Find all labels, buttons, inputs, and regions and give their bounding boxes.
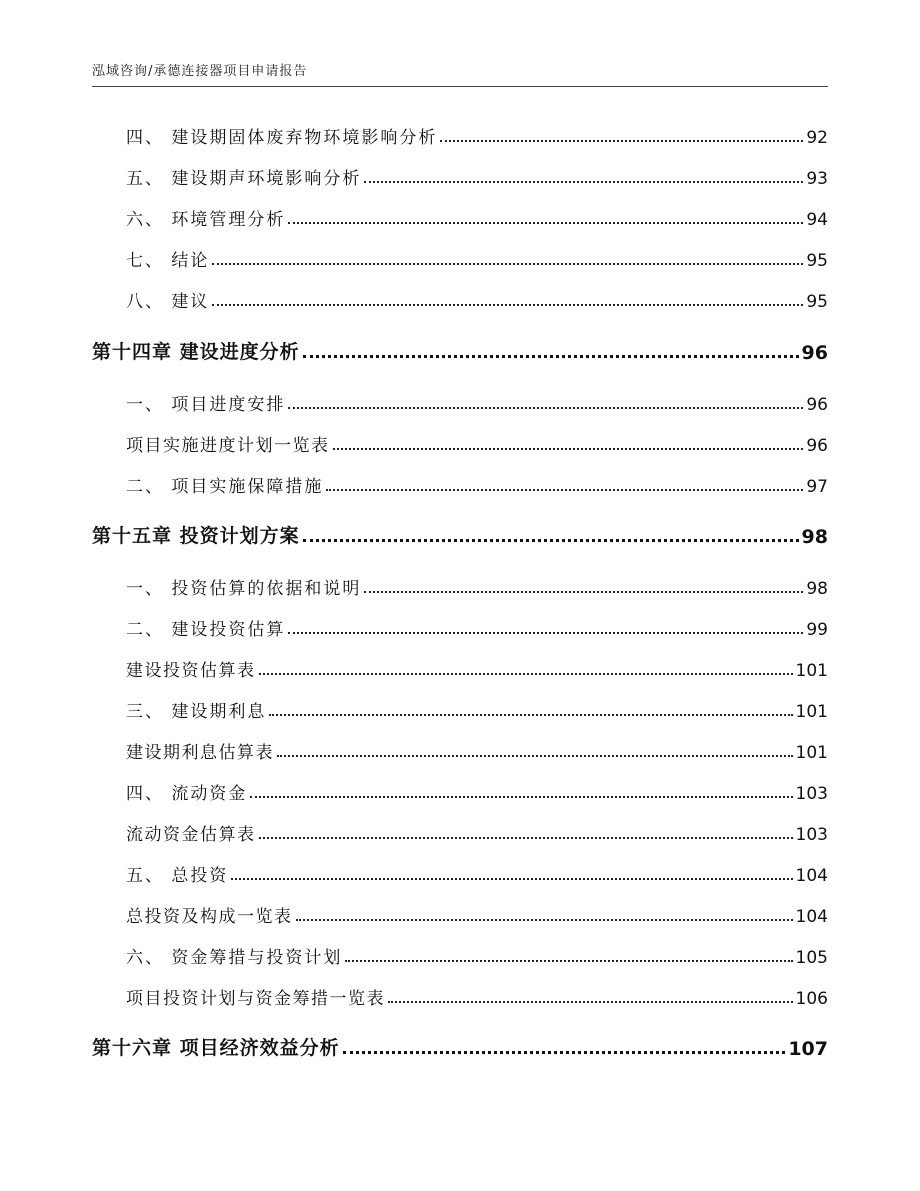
toc-entry-label: 二、 项目实施保障措施 xyxy=(126,477,324,497)
toc-chapter-label: 第十四章 建设进度分析 xyxy=(92,341,300,363)
toc-chapter-page: 98 xyxy=(801,526,828,548)
toc-entry-label: 二、 建设投资估算 xyxy=(126,620,286,640)
toc-entry-page: 101 xyxy=(795,661,828,681)
toc-entry[interactable] xyxy=(92,774,828,804)
toc-chapter-page: 107 xyxy=(788,1038,828,1060)
toc-entry[interactable] xyxy=(92,467,828,497)
toc-entry-label: 项目投资计划与资金筹措一览表 xyxy=(126,989,385,1009)
toc-entry[interactable] xyxy=(92,241,828,271)
toc-entry-label: 五、 总投资 xyxy=(126,866,229,886)
toc-entry-page: 106 xyxy=(795,989,828,1009)
toc-chapter[interactable] xyxy=(92,334,828,364)
toc-entry-page: 95 xyxy=(806,251,828,271)
toc-entry[interactable] xyxy=(92,651,828,681)
toc-entry-label: 四、 流动资金 xyxy=(126,784,248,804)
toc-entry-page: 101 xyxy=(795,743,828,763)
toc-entry-label: 三、 建设期利息 xyxy=(126,702,267,722)
toc-entry-label: 建设期利息估算表 xyxy=(126,743,274,763)
toc-entry-label: 七、 结论 xyxy=(126,251,210,271)
toc-entry-label: 项目实施进度计划一览表 xyxy=(126,436,330,456)
toc-entry[interactable] xyxy=(92,385,828,415)
toc-entry-page: 103 xyxy=(795,825,828,845)
toc-entry[interactable] xyxy=(92,856,828,886)
toc-entry[interactable] xyxy=(92,979,828,1009)
toc-entry[interactable] xyxy=(92,610,828,640)
toc-leader-dots xyxy=(303,355,799,358)
toc-entry[interactable] xyxy=(92,200,828,230)
toc-leader-dots xyxy=(231,878,792,880)
toc-entry[interactable] xyxy=(92,118,828,148)
toc-entry-page: 94 xyxy=(806,210,828,230)
toc-entry-label: 流动资金估算表 xyxy=(126,825,256,845)
toc-entry-page: 97 xyxy=(806,477,828,497)
toc-leader-dots xyxy=(212,304,803,306)
toc-entry-page: 103 xyxy=(795,784,828,804)
toc-entry-label: 一、 项目进度安排 xyxy=(126,395,286,415)
header-divider xyxy=(92,86,828,87)
toc-leader-dots xyxy=(288,407,803,409)
toc-entry-page: 105 xyxy=(795,948,828,968)
toc-entry-label: 六、 资金筹措与投资计划 xyxy=(126,948,343,968)
toc-leader-dots xyxy=(296,919,793,921)
toc-leader-dots xyxy=(288,222,803,224)
toc-entry-label: 总投资及构成一览表 xyxy=(126,907,293,927)
toc-entry-label: 一、 投资估算的依据和说明 xyxy=(126,579,362,599)
toc-leader-dots xyxy=(250,796,792,798)
toc-leader-dots xyxy=(345,960,792,962)
toc-entry[interactable] xyxy=(92,282,828,312)
toc-entry-page: 95 xyxy=(806,292,828,312)
toc-entry-label: 建设投资估算表 xyxy=(126,661,256,681)
toc-leader-dots xyxy=(303,539,799,542)
toc-entry[interactable] xyxy=(92,815,828,845)
toc-entry-page: 96 xyxy=(806,436,828,456)
toc-entry-page: 92 xyxy=(806,128,828,148)
toc-entry[interactable] xyxy=(92,692,828,722)
toc-entry[interactable] xyxy=(92,938,828,968)
toc-entry-label: 六、 环境管理分析 xyxy=(126,210,286,230)
toc-leader-dots xyxy=(326,489,803,491)
toc-entry-page: 104 xyxy=(795,907,828,927)
toc-leader-dots xyxy=(440,140,803,142)
toc-entry-label: 八、 建议 xyxy=(126,292,210,312)
toc-entry[interactable] xyxy=(92,159,828,189)
toc-leader-dots xyxy=(343,1051,786,1054)
toc-entry-page: 93 xyxy=(806,169,828,189)
toc-chapter-page: 96 xyxy=(801,342,828,364)
toc-leader-dots xyxy=(333,448,804,450)
toc-entry[interactable] xyxy=(92,733,828,763)
toc-leader-dots xyxy=(388,1001,793,1003)
toc-leader-dots xyxy=(259,837,793,839)
toc-leader-dots xyxy=(288,632,803,634)
toc-leader-dots xyxy=(212,263,803,265)
toc-entry-page: 99 xyxy=(806,620,828,640)
toc-entry[interactable] xyxy=(92,426,828,456)
toc-entry-page: 98 xyxy=(806,579,828,599)
toc-entry[interactable] xyxy=(92,569,828,599)
toc-entry-page: 104 xyxy=(795,866,828,886)
toc-leader-dots xyxy=(364,591,803,593)
toc-entry[interactable] xyxy=(92,897,828,927)
toc-leader-dots xyxy=(269,714,792,716)
toc-entry-label: 五、 建设期声环境影响分析 xyxy=(126,169,362,189)
toc-entry-label: 四、 建设期固体废弃物环境影响分析 xyxy=(126,128,438,148)
toc-chapter[interactable] xyxy=(92,518,828,548)
toc-chapter[interactable] xyxy=(92,1030,828,1060)
toc-entry-page: 96 xyxy=(806,395,828,415)
toc-leader-dots xyxy=(364,181,803,183)
toc-chapter-label: 第十五章 投资计划方案 xyxy=(92,525,300,547)
toc-chapter-label: 第十六章 项目经济效益分析 xyxy=(92,1037,340,1059)
page-header: 泓域咨询/承德连接器项目申请报告 xyxy=(92,64,308,79)
toc-leader-dots xyxy=(277,755,793,757)
toc-leader-dots xyxy=(259,673,793,675)
toc-entry-page: 101 xyxy=(795,702,828,722)
